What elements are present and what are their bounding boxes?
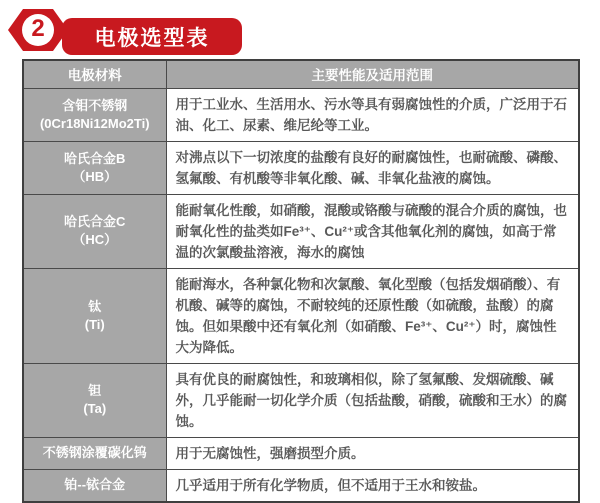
material-code: (Ta) [83, 401, 107, 416]
description-cell: 具有优良的耐腐蚀性，和玻璃相似，除了氢氟酸、发烟硫酸、碱外，几乎能耐一切化学介质（包括盐酸，硝酸，硫酸和王水）的腐蚀。 [166, 363, 579, 437]
material-name: 钛 [88, 298, 102, 314]
column-header-performance: 主要性能及适用范围 [166, 60, 579, 88]
table-row [23, 194, 579, 268]
description-cell: 对沸点以下一切浓度的盐酸有良好的耐腐蚀性，也耐硫酸、磷酸、氢氟酸、有机酸等非氧化酸、碱、非氧化盐液的腐蚀。 [166, 141, 579, 194]
material-name: 铂--铱合金 [64, 477, 126, 492]
material-cell [23, 141, 166, 194]
material-cell [23, 194, 166, 268]
table-row [23, 268, 579, 363]
column-header-material: 电极材料 [23, 60, 166, 88]
material-code: (0Cr18Ni12Mo2Ti) [39, 115, 150, 131]
table-row [23, 437, 579, 469]
material-name: 不锈钢涂覆碳化钨 [42, 445, 147, 460]
description-cell: 几乎适用于所有化学物质，但不适用于王水和铵盐。 [166, 469, 579, 502]
table-row [23, 469, 579, 502]
step-number: 2 [31, 15, 45, 42]
section-title-ribbon [62, 18, 242, 55]
section-title: 电极选型表 [94, 26, 210, 50]
material-name: 含钼不锈钢 [62, 97, 128, 113]
material-cell [23, 88, 166, 141]
material-name: 哈氏合金B [64, 150, 126, 166]
table-row [23, 363, 579, 437]
table-header-row [23, 60, 579, 88]
material-cell [23, 268, 166, 363]
material-name: 哈氏合金C [64, 214, 126, 229]
electrode-selection-table [22, 59, 580, 503]
material-code: （HC） [72, 232, 118, 247]
step-number-badge [8, 6, 68, 54]
description-cell: 用于无腐蚀性，强磨损型介质。 [166, 437, 579, 469]
description-cell: 用于工业水、生活用水、污水等具有弱腐蚀性的介质，广泛用于石油、化工、尿素、维尼纶等工业。 [166, 88, 579, 141]
description-cell: 能耐海水，各种氯化物和次氯酸、氧化型酸（包括发烟硝酸）、有机酸、碱等的腐蚀，不耐较纯的还原性酸（如硫酸，盐酸）的腐蚀。但如果酸中还有氧化剂（如硝酸、Fe³⁺、Cu²⁺）时，腐蚀性大为降低。 [166, 268, 579, 363]
table-row [23, 88, 579, 141]
material-cell [23, 437, 166, 469]
material-code: （HB） [72, 168, 118, 184]
description-cell: 能耐氧化性酸，如硝酸，混酸或铬酸与硫酸的混合介质的腐蚀，也耐氧化性的盐类如Fe³⁺、Cu²⁺或含其他氧化剂的腐蚀，如高于常温的次氯酸盐溶液，海水的腐蚀 [166, 194, 579, 268]
material-name: 钽 [88, 383, 102, 398]
material-cell [23, 469, 166, 502]
material-code: (Ti) [84, 316, 105, 332]
material-cell [23, 363, 166, 437]
table-row [23, 141, 579, 194]
